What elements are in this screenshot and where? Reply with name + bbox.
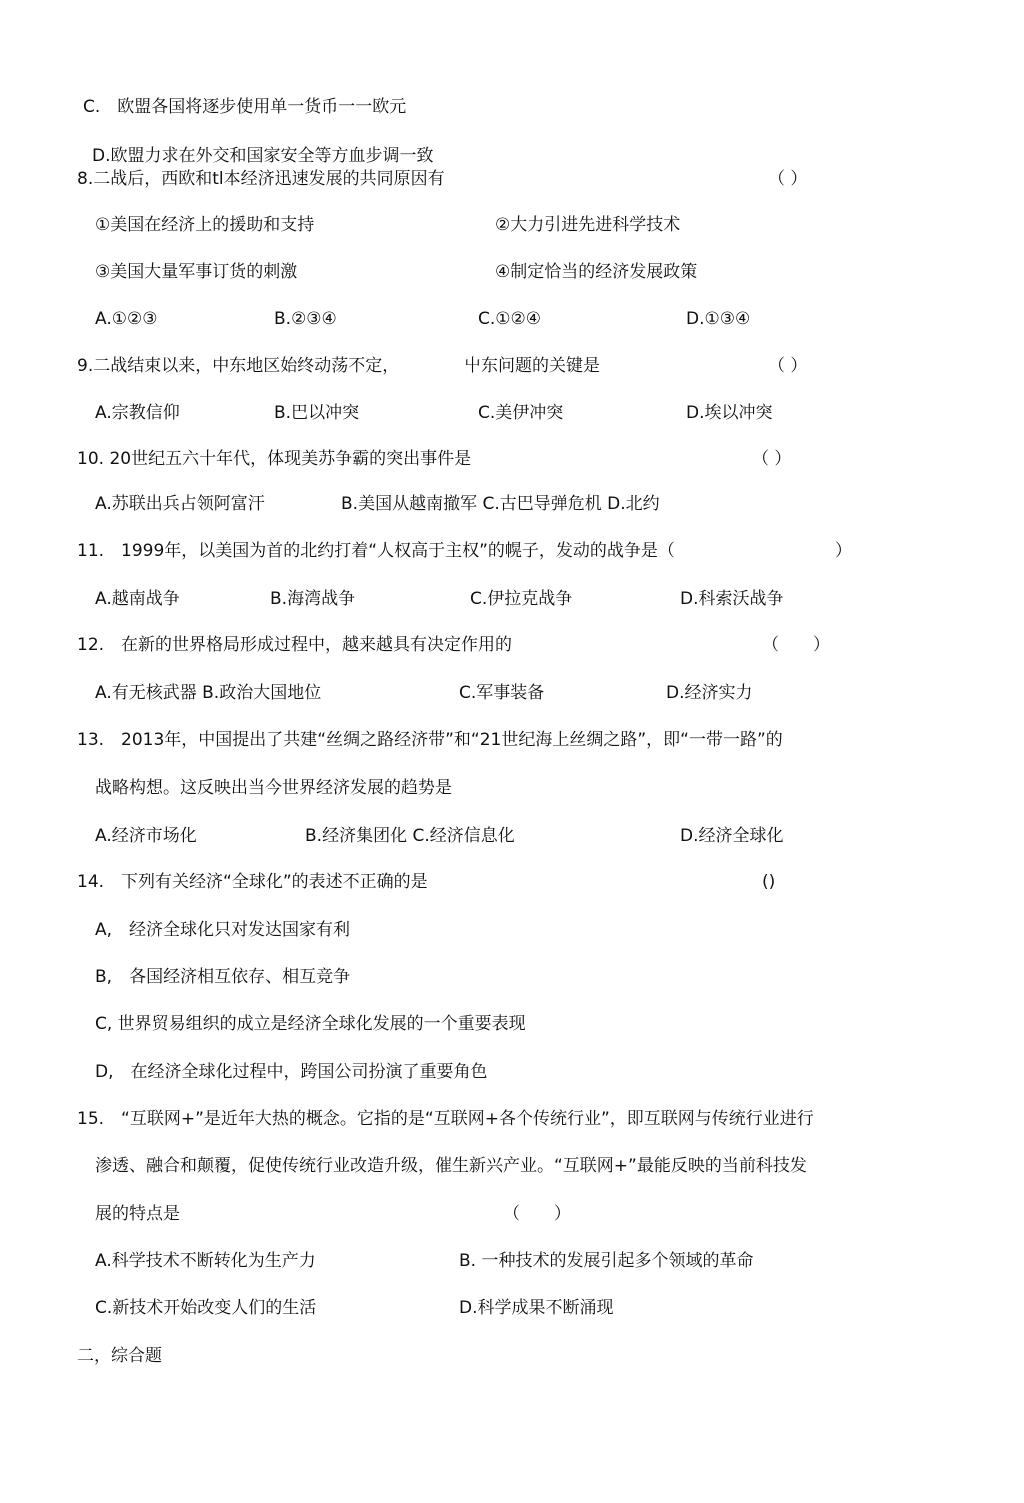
q9-stem-part2: 屮东问题的关键是: [464, 356, 600, 376]
q10-option-a: A.苏联出兵占领阿富汗: [95, 494, 265, 514]
q9-option-b: B.巴以冲突: [274, 403, 360, 423]
q9-option-a: A.宗教信仰: [95, 403, 180, 423]
q8-option-c: C.①②④: [478, 309, 541, 329]
q8-stem: 8.二战后，西欧和tl本经济迅速发展的共同原因有: [77, 169, 445, 189]
q11-option-b: B.海湾战争: [270, 589, 356, 609]
q15-answer-paren: （ ）: [503, 1204, 571, 1224]
q15-stem-line3: 展的特点是: [95, 1204, 180, 1224]
q9-option-d: D.埃以冲突: [686, 403, 773, 423]
q8-option-a: A.①②③: [95, 309, 158, 329]
q15-option-c: C.新技术开始改变人们的生活: [95, 1298, 317, 1318]
q15-option-b: B. 一种技术的发展引起多个领域的革命: [459, 1251, 754, 1271]
q14-option-a: A, 经济全球化只对发达国家有利: [95, 920, 351, 940]
q8-statement-3: ③美国大量军事订货的刺激: [95, 262, 298, 282]
q7-option-c: C. 欧盟各国将逐步使用单一货币一一欧元: [83, 97, 407, 117]
q12-options-ab: A.有无核武器 B.政治大国地位: [95, 683, 322, 703]
q14-option-b: B, 各国经济相互依存、相互竞争: [95, 967, 351, 987]
q8-option-d: D.①③④: [686, 309, 751, 329]
q14-stem: 14. 下列有关经济“全球化”的表述不正确的是: [77, 872, 428, 892]
q9-stem-part1: 9.二战结束以来，中东地区始终动荡不定，: [77, 356, 400, 376]
q13-option-a: A.经济市场化: [95, 826, 197, 846]
q11-stem: 11. 1999年，以美国为首的北约打着“人权高于主权”的幌子，发动的战争是（: [77, 541, 675, 561]
q8-statement-4: ④制定恰当的经济发展政策: [495, 262, 698, 282]
q15-stem-line2: 渗透、融合和颠覆，促使传统行业改造升级，催生新兴产业。“互联网+”最能反映的当前科技发: [95, 1156, 807, 1176]
q11-option-d: D.科索沃战争: [680, 589, 784, 609]
section-2-heading: 二，综合题: [77, 1346, 162, 1366]
q8-statement-1: ①美国在经济上的援助和支持: [95, 215, 315, 235]
q8-statement-2: ②大力引进先进科学技术: [495, 215, 681, 235]
q10-options-bcd: B.美国从越南撤军 C.古巴导弹危机 D.北约: [341, 494, 660, 514]
q14-answer-paren: (): [762, 872, 776, 892]
q9-option-c: C.美伊冲突: [478, 403, 564, 423]
q8-answer-paren: （ ）: [768, 169, 808, 189]
q13-options-bc: B.经济集团化 C.经济信息化: [305, 826, 515, 846]
q15-option-a: A.科学技术不断转化为生产力: [95, 1251, 316, 1271]
q15-stem-line1: 15. “互联网+”是近年大热的概念。它指的是“互联网+各个传统行业”，即互联网与传统行业进行: [77, 1109, 814, 1129]
q12-answer-paren: （ ）: [762, 635, 830, 655]
q8-option-b: B.②③④: [274, 309, 337, 329]
q9-answer-paren: （ ）: [768, 356, 808, 376]
q12-option-d: D.经济实力: [666, 683, 753, 703]
q14-option-d: D, 在经济全球化过程中，跨国公司扮演了重要角色: [95, 1062, 488, 1082]
q14-option-c: C, 世界贸易组织的成立是经济全球化发展的一个重要表现: [95, 1014, 526, 1034]
q13-option-d: D.经济全球化: [680, 826, 784, 846]
q12-option-c: C.军事装备: [459, 683, 545, 703]
q7-option-d: D.欧盟力求在外交和国家安全等方血步调一致: [92, 146, 434, 166]
q11-option-a: A.越南战争: [95, 589, 180, 609]
q13-stem-line1: 13. 2013年，中国提出了共建“丝绸之路经济带”和“21世纪海上丝绸之路”，即“一带一路”的: [77, 730, 783, 750]
q12-stem: 12. 在新的世界格局形成过程中，越来越具有决定作用的: [77, 635, 513, 655]
q15-option-d: D.科学成果不断涌现: [459, 1298, 614, 1318]
q11-option-c: C.伊拉克战争: [470, 589, 573, 609]
q10-answer-paren: （ ）: [752, 449, 792, 469]
q10-stem: 10. 20世纪五六十年代，体现美苏争霸的突出事件是: [77, 449, 472, 469]
q11-answer-paren: ）: [835, 541, 852, 561]
q13-stem-line2: 战略构想。这反映出当今世界经济发展的趋势是: [95, 778, 452, 798]
